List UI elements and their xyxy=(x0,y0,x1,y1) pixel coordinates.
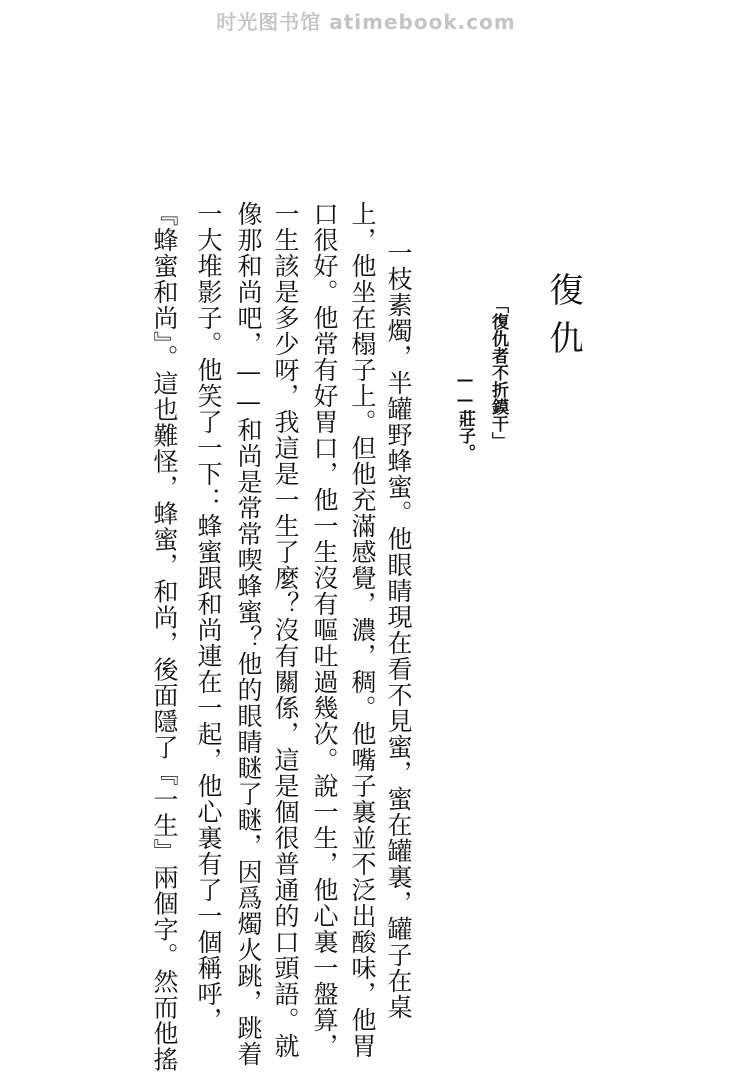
epigraph-source: ——莊子。 xyxy=(455,370,475,461)
body-column-2: 上，他坐在榻子上。但他充滿感覺，濃，稠。他嘴子裏並不泛出酸味，他胃 xyxy=(348,201,377,1059)
watermark-text: 时光图书馆 atimebook.com xyxy=(216,10,516,34)
epigraph-quote: 「復仇者不折鏌干」 xyxy=(488,296,508,449)
chapter-title: 復仇 xyxy=(543,272,583,368)
body-column-1: 一枝素燭，半罐野蜂蜜。他眼睛現在看不見蜜，蜜在罐裏，罐子在桌 xyxy=(384,240,413,1020)
body-column-6: 一大堆影子。他笑了一下：蜂蜜跟和尚連在一起，他心裏有了一個稱呼， xyxy=(194,201,223,1033)
body-column-3: 口很好。他常有好胃口，他一生沒有嘔吐過幾次。說一生，他心裏一盤算， xyxy=(310,201,339,1059)
body-column-7: 『蜂蜜和尚』。這也難怪，蜂蜜，和尚，後面隱了『一生』兩個字。然而他搖 xyxy=(150,201,179,1073)
body-column-4: 一生該是多少呀，我這是一生了麼？沒有關係，這是個很普通的口頭語。就 xyxy=(271,201,300,1059)
body-column-5: 像那和尚吧，——和尚是常常喫蜂蜜？他的眼睛瞇了瞇，因爲燭火跳，跳着 xyxy=(234,201,263,1067)
